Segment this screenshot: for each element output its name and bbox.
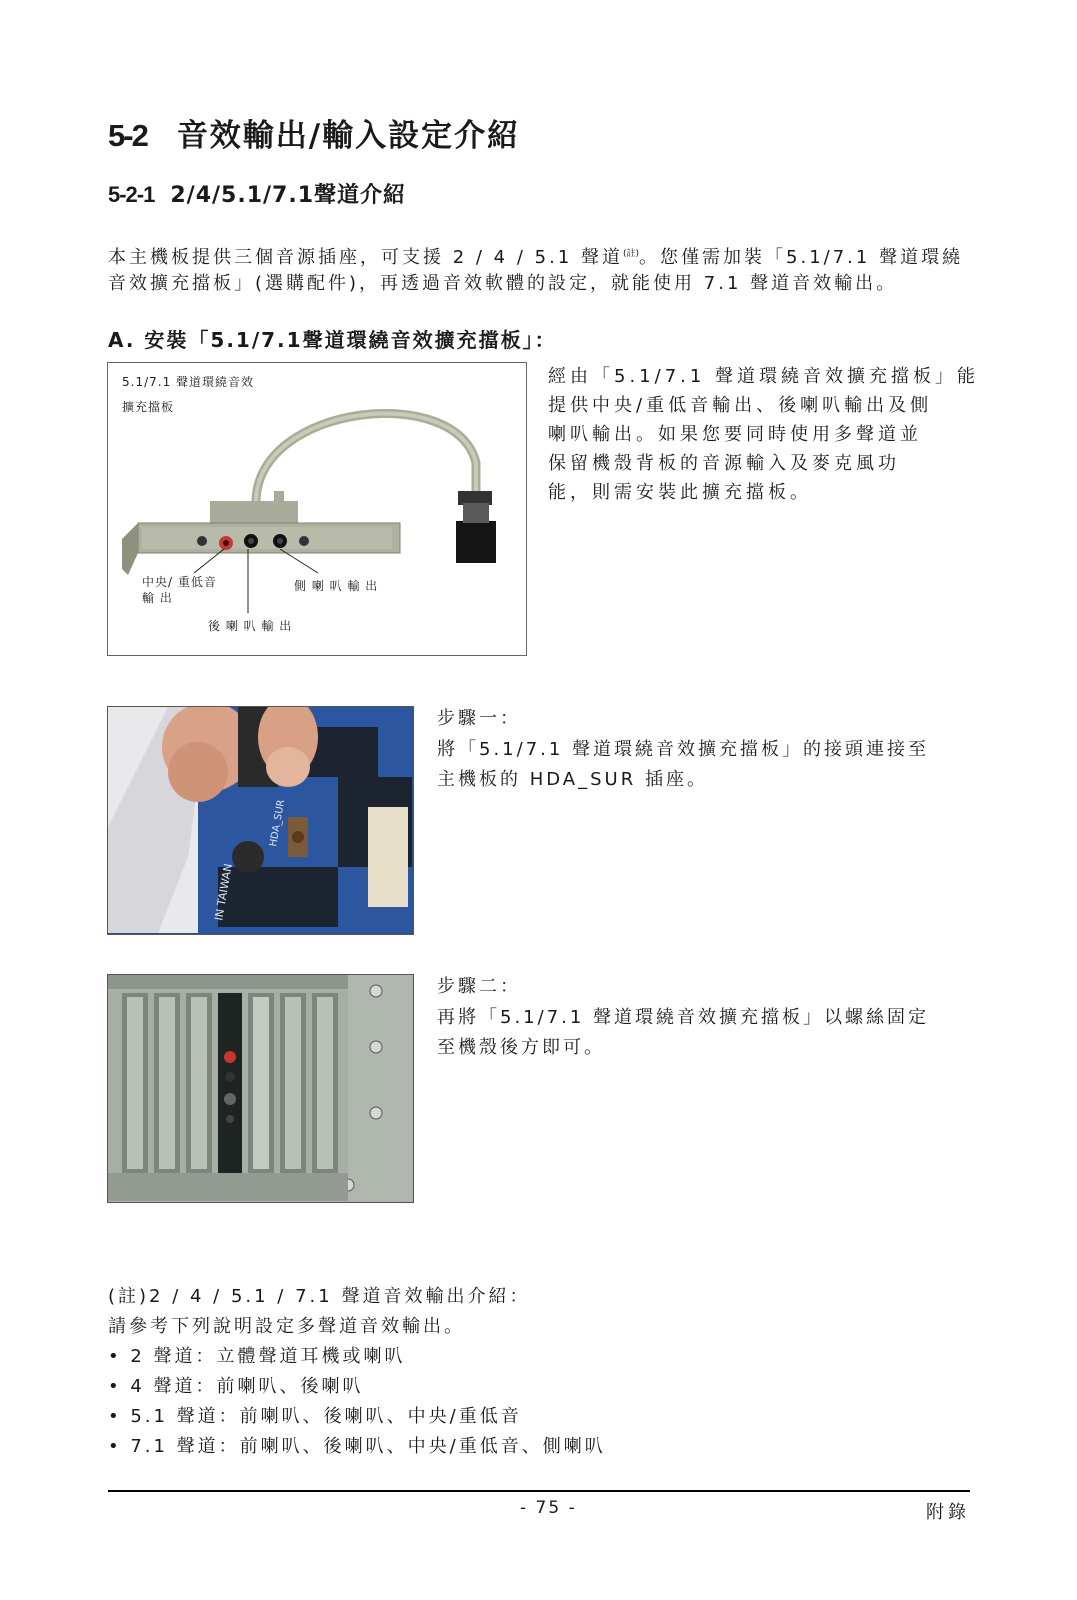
bracket-desc-line: 經由「5.1/7.1 聲道環繞音效擴充擋板」能 xyxy=(548,366,980,387)
subsection-number: 5-2-1 xyxy=(108,182,155,207)
label-rear-speaker: 後 喇 叭 輸 出 xyxy=(208,619,293,633)
motherboard-connector-photo xyxy=(108,707,412,933)
section-title: 音效輸出/輸入設定介紹 xyxy=(176,118,521,154)
section-heading xyxy=(108,110,520,155)
step1-photo xyxy=(107,706,414,935)
bracket-caption-line-1: 5.1/7.1 聲道環繞音效 xyxy=(122,375,255,389)
step2-photo xyxy=(107,974,414,1203)
bracket-caption-line-2: 擴充擋板 xyxy=(122,400,175,414)
intro-line-1 xyxy=(108,240,963,272)
note-item: • 2 聲道：立體聲道耳機或喇叭 xyxy=(108,1346,406,1367)
label-center-subwoofer: 中央/ 重低音 xyxy=(142,575,217,589)
label-center-subwoofer-2: 輸 出 xyxy=(142,591,173,605)
section-a-title: A. 安裝「5.1/7.1聲道環繞音效擴充擋板」： xyxy=(108,328,557,352)
step2-title: 步驟二： xyxy=(437,976,521,997)
bracket-desc-line: 保留機殼背板的音源輸入及麥克風功 xyxy=(548,453,900,474)
bracket-description xyxy=(548,362,979,507)
note-item: • 4 聲道：前喇叭、後喇叭 xyxy=(108,1376,364,1397)
intro-line-2: 音效擴充擋板」(選購配件)，再透過音效軟體的設定，就能使用 7.1 聲道音效輸出。 xyxy=(108,273,898,294)
bracket-figure xyxy=(107,362,527,656)
step2-line-1: 再將「5.1/7.1 聲道環繞音效擴充擋板」以螺絲固定 xyxy=(437,1007,930,1028)
label-side-speaker: 側 喇 叭 輸 出 xyxy=(294,579,379,593)
note-item: • 5.1 聲道：前喇叭、後喇叭、中央/重低音 xyxy=(108,1406,522,1427)
subsection-title: 2/4/5.1/7.1聲道介紹 xyxy=(170,183,407,208)
taiwan-label: IN TAIWAN xyxy=(212,862,235,922)
case-rear-photo xyxy=(108,975,412,1201)
footer-section: 附錄 xyxy=(926,1502,970,1523)
step1-line-1: 將「5.1/7.1 聲道環繞音效擴充擋板」的接頭連接至 xyxy=(437,739,930,760)
footer-rule xyxy=(108,1490,970,1492)
note-item: • 7.1 聲道：前喇叭、後喇叭、中央/重低音、側喇叭 xyxy=(108,1436,606,1457)
bracket-illustration xyxy=(108,363,525,654)
step2-line-2: 至機殼後方即可。 xyxy=(437,1037,605,1058)
subsection-heading xyxy=(108,178,406,209)
bracket-desc-line: 喇叭輸出。如果您要同時使用多聲道並 xyxy=(548,424,922,445)
bracket-desc-line: 能，則需安裝此擴充擋板。 xyxy=(548,482,812,503)
note-title: (註)2 / 4 / 5.1 / 7.1 聲道音效輸出介紹： xyxy=(108,1286,531,1307)
step1-title: 步驟一： xyxy=(437,708,521,729)
hda-sur-label: HDA_SUR xyxy=(268,798,288,848)
step1-line-2: 主機板的 HDA_SUR 插座。 xyxy=(437,769,708,790)
section-number: 5-2 xyxy=(108,118,147,153)
page-number: - 75 - xyxy=(520,1498,577,1518)
intro-text-b: 。您僅需加裝「5.1/7.1 聲道環繞 xyxy=(639,247,964,268)
note-marker: (註) xyxy=(623,249,640,259)
intro-text-a: 本主機板提供三個音源插座，可支援 2 / 4 / 5.1 聲道 xyxy=(108,247,623,268)
bracket-desc-line: 提供中央/重低音輸出、後喇叭輸出及側 xyxy=(548,395,933,416)
note-subtitle: 請參考下列說明設定多聲道音效輸出。 xyxy=(108,1316,465,1337)
